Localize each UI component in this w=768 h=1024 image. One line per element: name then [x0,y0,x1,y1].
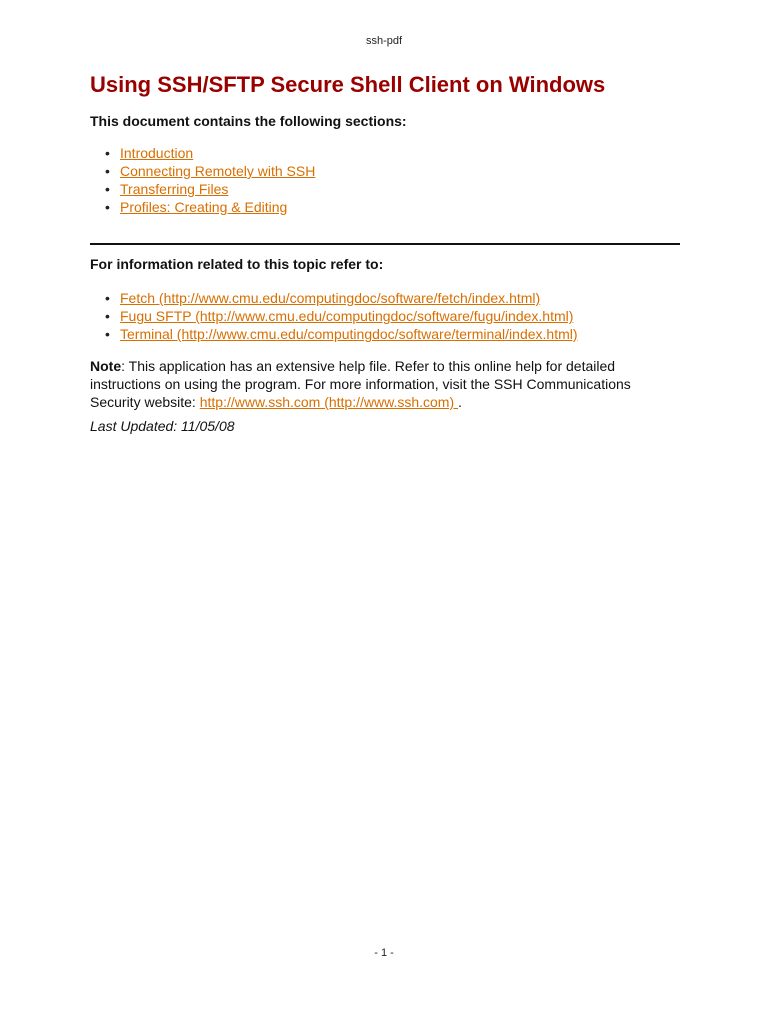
list-item [105,198,680,216]
reference-link-terminal[interactable]: Terminal (http://www.cmu.edu/computingdoc/software/terminal/index.html) [120,326,578,342]
list-item [105,162,680,180]
document-body [90,70,680,435]
list-item [105,325,680,343]
list-item [105,307,680,325]
bullet-icon: • [105,145,110,161]
note-label: Note [90,358,122,374]
note-end: . [458,394,462,410]
section-link-transferring-files[interactable]: Transferring Files [120,181,229,197]
page-title: Using SSH/SFTP Secure Shell Client on Windows [90,72,606,97]
reference-link-fugu-sftp[interactable]: Fugu SFTP (http://www.cmu.edu/computingdoc/software/fugu/index.html) [120,308,574,324]
bullet-icon: • [105,181,110,197]
note-text: : This application has an extensive help file. Refer to this online help for detailed instructions on using the program. For more information, visit the SSH Communications Security website: [90,358,631,410]
sections-list [90,144,680,216]
running-header: ssh-pdf [365,35,403,47]
bullet-icon: • [105,326,110,342]
ssh-website-link[interactable]: http://www.ssh.com (http://www.ssh.com) [199,394,459,410]
last-updated: Last Updated: 11/05/08 [90,418,235,434]
section-divider [90,243,680,245]
bullet-icon: • [105,163,110,179]
reference-link-fetch[interactable]: Fetch (http://www.cmu.edu/computingdoc/software/fetch/index.html) [120,290,541,306]
section-link-profiles[interactable]: Profiles: Creating & Editing [120,199,288,215]
bullet-icon: • [105,290,110,306]
page-number: - 1 - [374,947,394,959]
section-link-connecting-remotely[interactable]: Connecting Remotely with SSH [120,163,316,179]
references-list [90,289,680,343]
list-item [105,289,680,307]
bullet-icon: • [105,199,110,215]
list-item [105,144,680,162]
list-item [105,180,680,198]
bullet-icon: • [105,308,110,324]
sections-intro: This document contains the following sections: [90,113,407,129]
refer-heading: For information related to this topic refer to: [90,256,384,272]
section-link-introduction[interactable]: Introduction [120,145,194,161]
note-paragraph [90,357,680,411]
